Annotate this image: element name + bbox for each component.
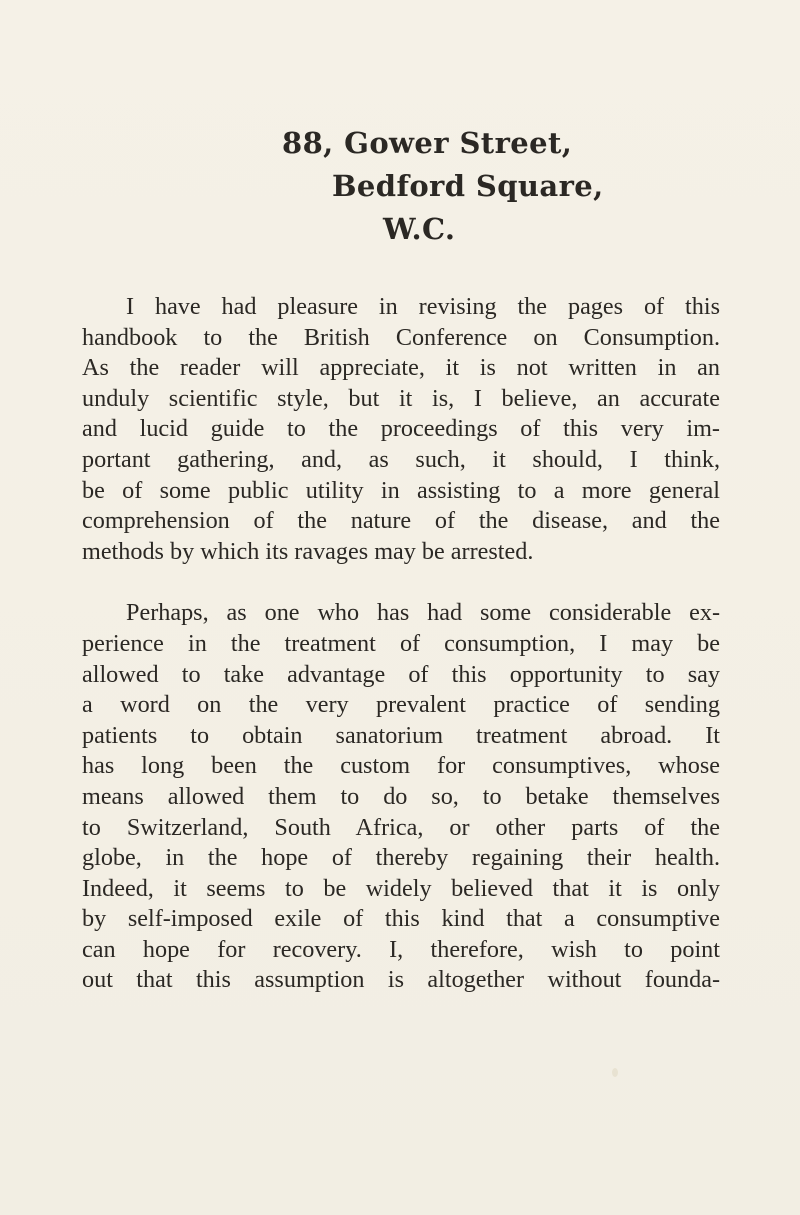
text-line: out that this assumption is altogether without founda-	[82, 966, 720, 994]
text-line: Indeed, it seems to be widely believed that it is only	[82, 874, 720, 902]
text-line: unduly scientific style, but it is, I believe, an accurate	[82, 384, 720, 412]
paper-stain	[612, 1068, 618, 1077]
text-line: methods by which its ravages may be arrested.	[82, 537, 534, 565]
text-line: Perhaps, as one who has had some considerable ex-	[126, 599, 720, 627]
text-line: globe, in the hope of thereby regaining their health.	[82, 844, 720, 872]
text-line: I have had pleasure in revising the pages of this	[126, 293, 720, 320]
address-district: W.C.	[383, 212, 456, 246]
text-line: can hope for recovery. I, therefore, wish to point	[82, 935, 720, 963]
paragraph-gap	[82, 567, 720, 598]
paragraph-1	[82, 292, 720, 567]
paragraph-2	[82, 598, 720, 996]
text-line: patients to obtain sanatorium treatment abroad. It	[82, 721, 720, 749]
address-street: 88, Gower Street,	[282, 126, 573, 160]
text-line: handbook to the British Conference on Consumption.	[82, 323, 720, 351]
text-line: As the reader will appreciate, it is not written in an	[82, 354, 720, 382]
text-line: perience in the treatment of consumption, I may be	[82, 629, 720, 657]
text-line: to Switzerland, South Africa, or other parts of the	[82, 813, 720, 841]
text-line: portant gathering, and, as such, it should, I think,	[82, 445, 720, 473]
text-line: a word on the very prevalent practice of sending	[82, 691, 720, 719]
letter-body	[82, 292, 720, 996]
text-line: allowed to take advantage of this opportunity to say	[82, 660, 720, 688]
text-line: be of some public utility in assisting to a more general	[82, 476, 720, 504]
text-line: has long been the custom for consumptives, whose	[82, 752, 720, 780]
text-line: means allowed them to do so, to betake themselves	[82, 782, 720, 810]
address-square: Bedford Square,	[332, 169, 604, 203]
text-line: and lucid guide to the proceedings of this very im-	[82, 415, 720, 443]
text-line: by self-imposed exile of this kind that a consumptive	[82, 905, 720, 933]
text-line: comprehension of the nature of the disease, and the	[82, 507, 720, 535]
